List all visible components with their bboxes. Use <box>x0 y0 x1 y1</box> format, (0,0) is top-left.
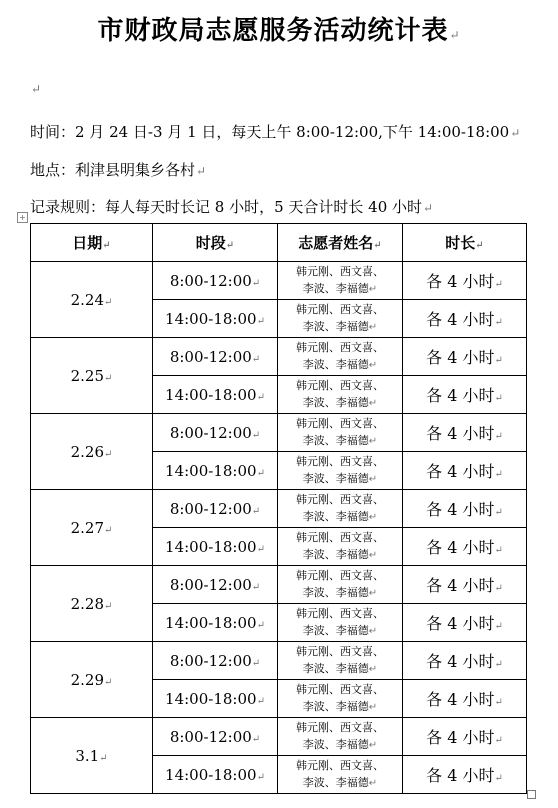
date-cell: 2.29↵ <box>31 642 153 718</box>
period-cell: 14:00-18:00↵ <box>153 528 278 566</box>
names-cell: 韩元刚、西文喜、 李波、李福德↵ <box>278 262 403 300</box>
names-cell: 韩元刚、西文喜、 李波、李福德↵ <box>278 490 403 528</box>
duration-cell: 各 4 小时↵ <box>403 680 527 718</box>
title-text: 市财政局志愿服务活动统计表 <box>97 16 449 46</box>
names-cell: 韩元刚、西文喜、 李波、李福德↵ <box>278 718 403 756</box>
table-row <box>31 642 527 680</box>
duration-cell: 各 4 小时↵ <box>403 300 527 338</box>
names-cell: 韩元刚、西文喜、 李波、李福德↵ <box>278 376 403 414</box>
names-cell: 韩元刚、西文喜、 李波、李福德↵ <box>278 414 403 452</box>
period-cell: 8:00-12:00↵ <box>153 338 278 376</box>
document-title <box>0 10 558 47</box>
date-cell: 3.1↵ <box>31 718 153 794</box>
place-line <box>30 159 206 180</box>
table-row <box>31 490 527 528</box>
names-cell: 韩元刚、西文喜、 李波、李福德↵ <box>278 604 403 642</box>
period-cell: 8:00-12:00↵ <box>153 718 278 756</box>
header-date: 日期↵ <box>31 224 153 262</box>
date-cell: 2.26↵ <box>31 414 153 490</box>
period-cell: 8:00-12:00↵ <box>153 414 278 452</box>
date-cell: 2.24↵ <box>31 262 153 338</box>
duration-cell: 各 4 小时↵ <box>403 718 527 756</box>
names-cell: 韩元刚、西文喜、 李波、李福德↵ <box>278 300 403 338</box>
table-resize-handle[interactable] <box>527 790 536 799</box>
table-row <box>31 338 527 376</box>
period-cell: 14:00-18:00↵ <box>153 376 278 414</box>
table-row <box>31 262 527 300</box>
duration-cell: 各 4 小时↵ <box>403 452 527 490</box>
period-cell: 14:00-18:00↵ <box>153 604 278 642</box>
duration-cell: 各 4 小时↵ <box>403 756 527 794</box>
header-period: 时段↵ <box>153 224 278 262</box>
place-line-text: 地点：利津县明集乡各村 <box>30 161 196 179</box>
table-row <box>31 718 527 756</box>
period-cell: 14:00-18:00↵ <box>153 452 278 490</box>
table-row <box>31 566 527 604</box>
duration-cell: 各 4 小时↵ <box>403 604 527 642</box>
duration-cell: 各 4 小时↵ <box>403 566 527 604</box>
period-cell: 14:00-18:00↵ <box>153 756 278 794</box>
period-cell: 8:00-12:00↵ <box>153 262 278 300</box>
names-cell: 韩元刚、西文喜、 李波、李福德↵ <box>278 642 403 680</box>
names-cell: 韩元刚、西文喜、 李波、李福德↵ <box>278 680 403 718</box>
time-line <box>30 121 520 142</box>
paragraph-mark: ↵ <box>423 201 434 215</box>
period-cell: 8:00-12:00↵ <box>153 566 278 604</box>
duration-cell: 各 4 小时↵ <box>403 414 527 452</box>
rule-line <box>30 196 433 217</box>
paragraph-mark: ↵ <box>449 28 461 42</box>
paragraph-mark: ↵ <box>510 126 521 140</box>
header-names: 志愿者姓名↵ <box>278 224 403 262</box>
volunteer-table <box>30 223 527 794</box>
names-cell: 韩元刚、西文喜、 李波、李福德↵ <box>278 566 403 604</box>
names-cell: 韩元刚、西文喜、 李波、李福德↵ <box>278 756 403 794</box>
duration-cell: 各 4 小时↵ <box>403 338 527 376</box>
period-cell: 14:00-18:00↵ <box>153 680 278 718</box>
date-cell: 2.28↵ <box>31 566 153 642</box>
date-cell: 2.27↵ <box>31 490 153 566</box>
names-cell: 韩元刚、西文喜、 李波、李福德↵ <box>278 528 403 566</box>
period-cell: 14:00-18:00↵ <box>153 300 278 338</box>
duration-cell: 各 4 小时↵ <box>403 528 527 566</box>
date-cell: 2.25↵ <box>31 338 153 414</box>
duration-cell: 各 4 小时↵ <box>403 642 527 680</box>
table-move-handle-icon[interactable]: + <box>17 212 28 223</box>
duration-cell: 各 4 小时↵ <box>403 490 527 528</box>
period-cell: 8:00-12:00↵ <box>153 490 278 528</box>
names-cell: 韩元刚、西文喜、 李波、李福德↵ <box>278 452 403 490</box>
header-duration: 时长↵ <box>403 224 527 262</box>
period-cell: 8:00-12:00↵ <box>153 642 278 680</box>
time-line-text: 时间：2 月 24 日-3 月 1 日，每天上午 8:00-12:00,下午 14:00-18:00 <box>30 123 510 141</box>
duration-cell: 各 4 小时↵ <box>403 376 527 414</box>
table-header-row <box>31 224 527 262</box>
duration-cell: 各 4 小时↵ <box>403 262 527 300</box>
names-cell: 韩元刚、西文喜、 李波、李福德↵ <box>278 338 403 376</box>
empty-paragraph-mark: ↵ <box>31 82 42 96</box>
paragraph-mark: ↵ <box>196 164 207 178</box>
table-row <box>31 414 527 452</box>
rule-line-text: 记录规则：每人每天时长记 8 小时，5 天合计时长 40 小时 <box>30 198 423 216</box>
